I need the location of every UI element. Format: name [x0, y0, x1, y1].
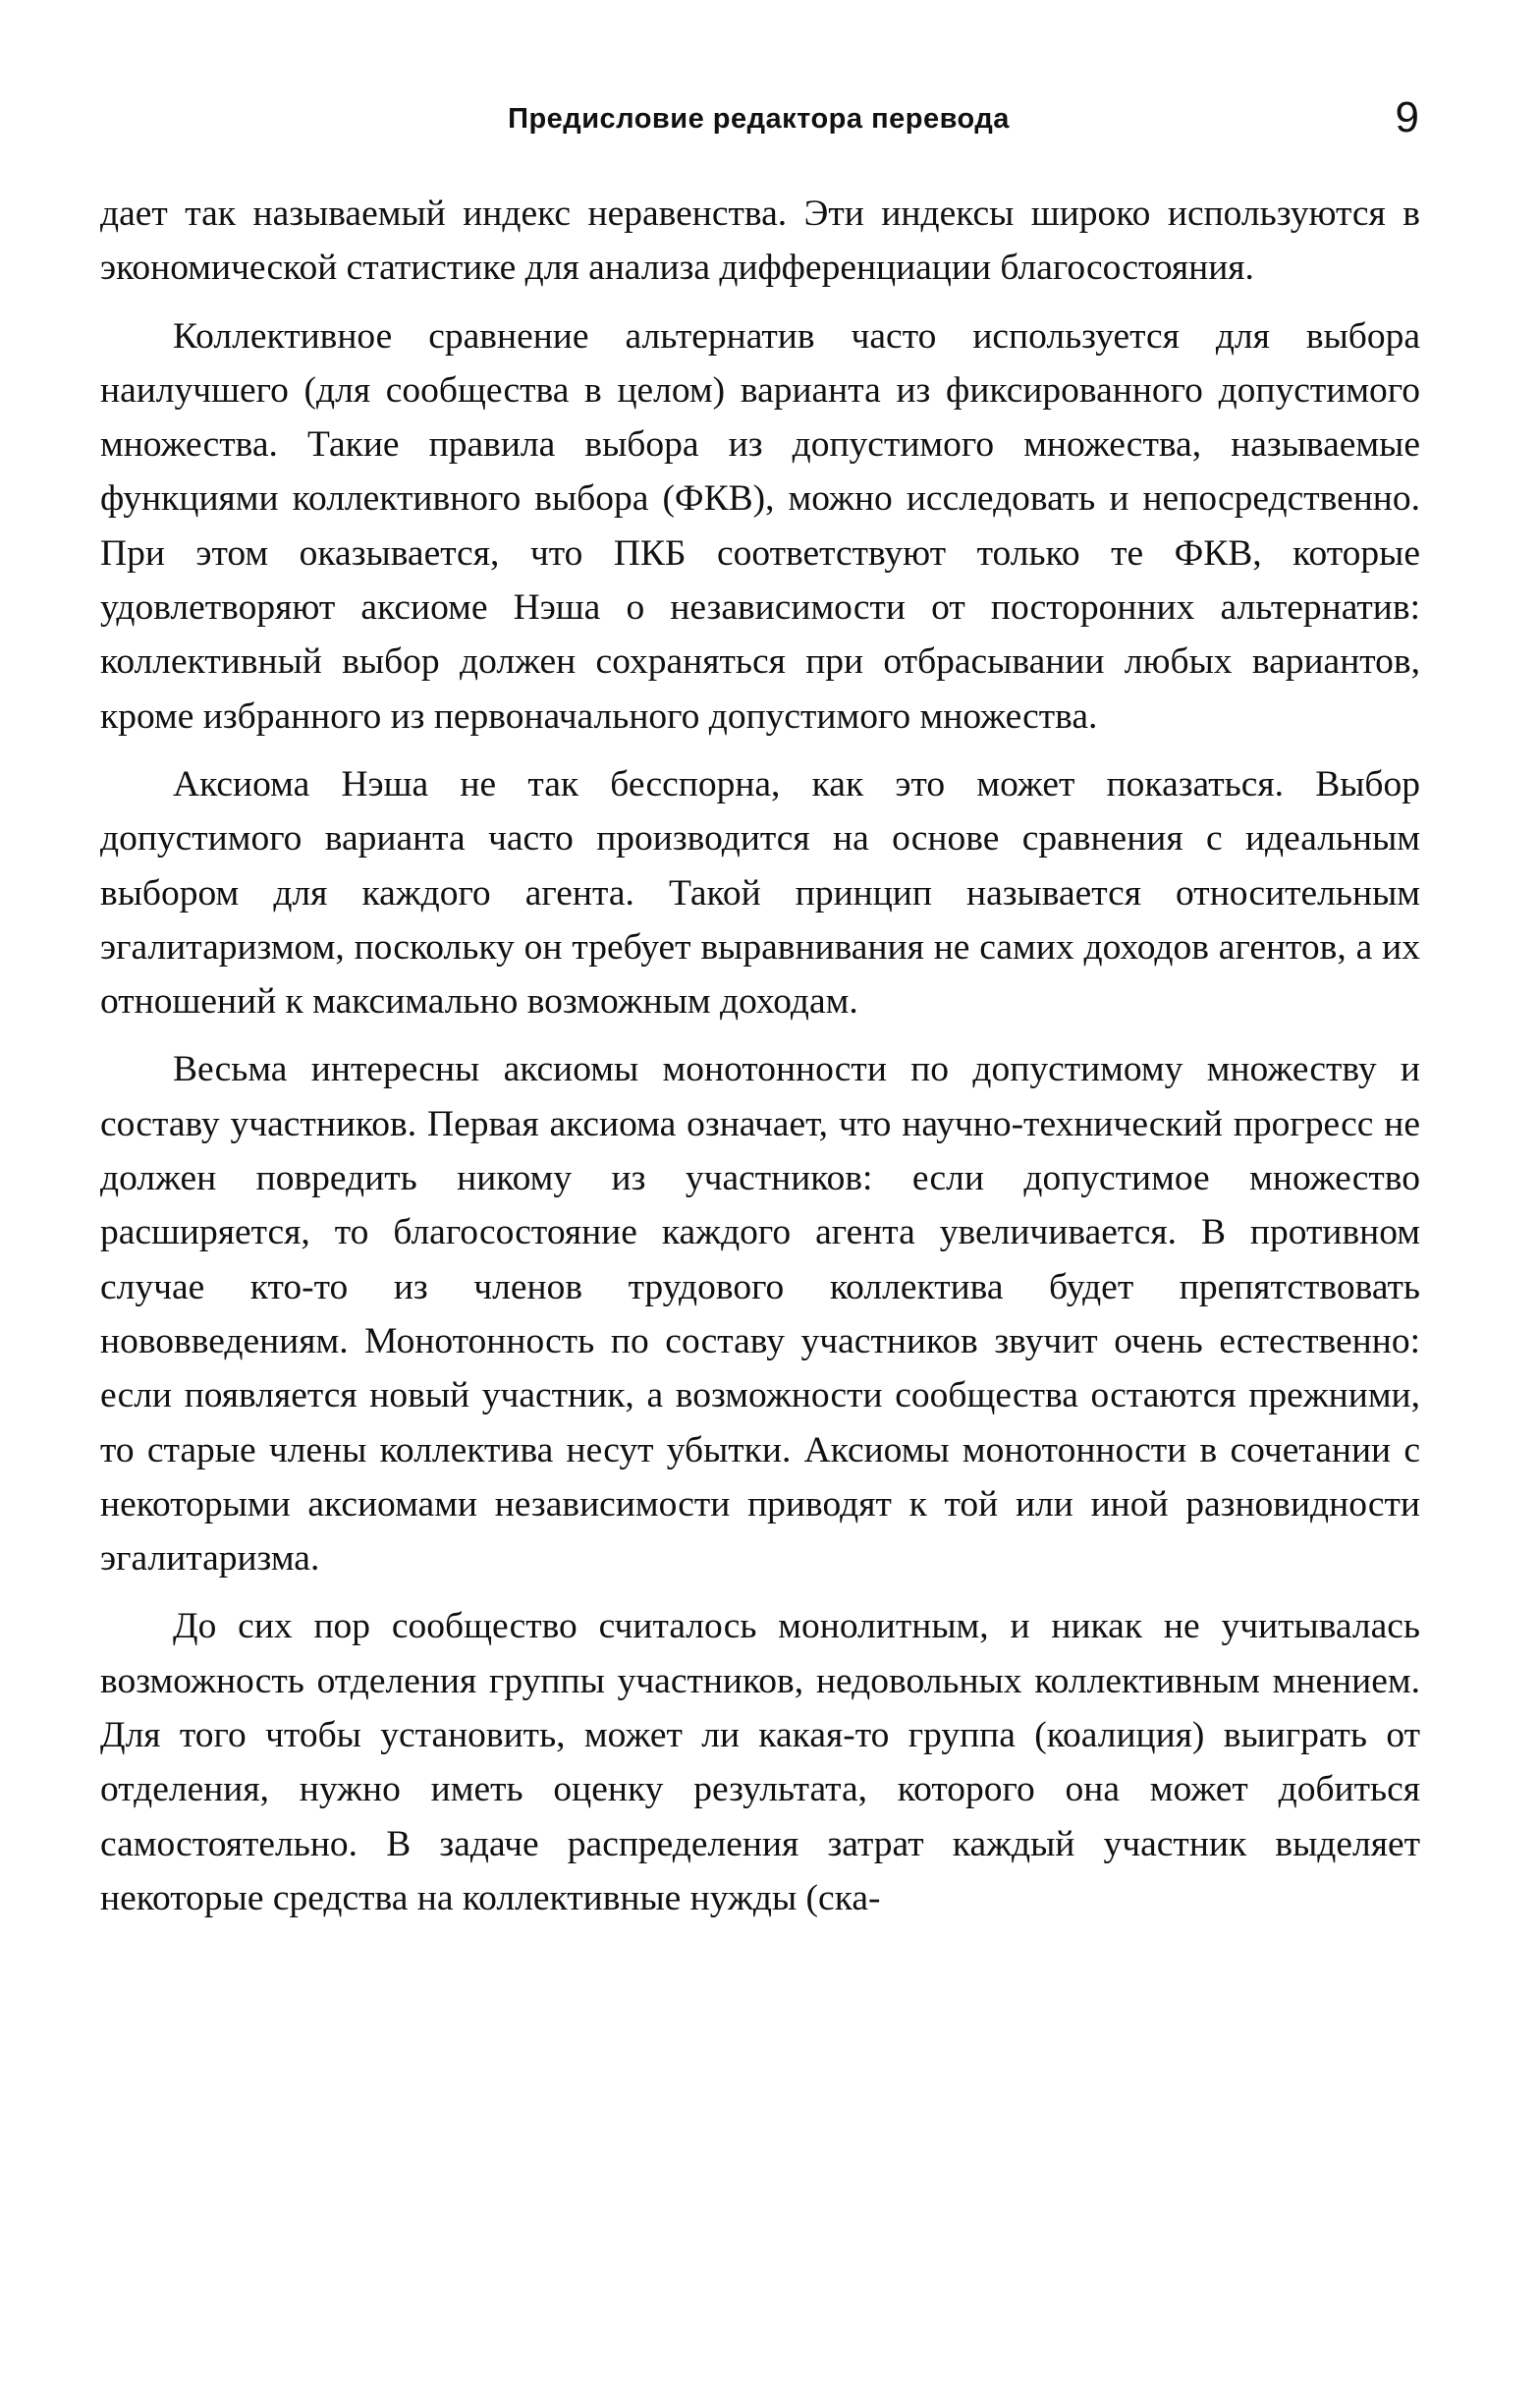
paragraph: Коллективное сравнение альтернатив часто используется для выбора наилучшего (для сообщества в целом) варианта из фиксированного допустимого множества. Такие правила выбора из допустимого множества, называемые функциями коллективного выбора (ФКВ), можно исследовать и непосредственно. При этом оказывается, что ПКБ соответствуют только те ФКВ, которые удовлетворяют аксиоме Нэша о независимости от посторонних альтернатив: коллективный выбор должен сохраняться при отбрасывании любых вариантов, кроме избранного из первоначального допустимого множества.: [100, 315, 1420, 737]
paragraph: Весьма интересны аксиомы монотонности по допустимому множеству и составу участников. Первая аксиома означает, что научно-технический прогресс не должен повредить никому из участников: если допустимое множество расширяется, то благосостояние каждого агента увеличивается. В противном случае кто-то из членов трудового коллектива будет препятствовать нововведениям. Монотонность по составу участников звучит очень естественно: если появляется новый участник, а возможности сообщества остаются прежними, то старые члены коллектива несут убытки. Аксиомы монотонности в сочетании с некоторыми аксиомами независимости приводят к той или иной разновидности эгалитаризма.: [100, 1049, 1420, 1580]
page-number: 9: [1395, 93, 1419, 141]
paragraph-continuation: дает так называемый индекс неравенства. Эти индексы широко используются в экономической статистике для анализа дифференциации благосостояния.: [100, 194, 1420, 289]
paragraph: Аксиома Нэша не так бесспорна, как это может показаться. Выбор допустимого варианта часто производится на основе сравнения с идеальным выбором для каждого агента. Такой принцип называется относительным эгалитаризмом, поскольку он требует выравнивания не самих доходов агентов, а их отношений к максимально возможным доходам.: [100, 763, 1420, 1023]
running-title: Предисловие редактора перевода: [508, 103, 1010, 135]
running-head: [98, 94, 1419, 153]
body-text: [100, 187, 1420, 1925]
paragraph: До сих пор сообщество считалось монолитным, и никак не учитывалась возможность отделения группы участников, недовольных коллективным мнением. Для того чтобы установить, может ли какая-то группа (коалиция) выиграть от отделения, нужно иметь оценку результата, которого она может добиться самостоятельно. В задаче распределения затрат каждый участник выделяет некоторые средства на коллективные нужды (ска-: [100, 1606, 1420, 1918]
